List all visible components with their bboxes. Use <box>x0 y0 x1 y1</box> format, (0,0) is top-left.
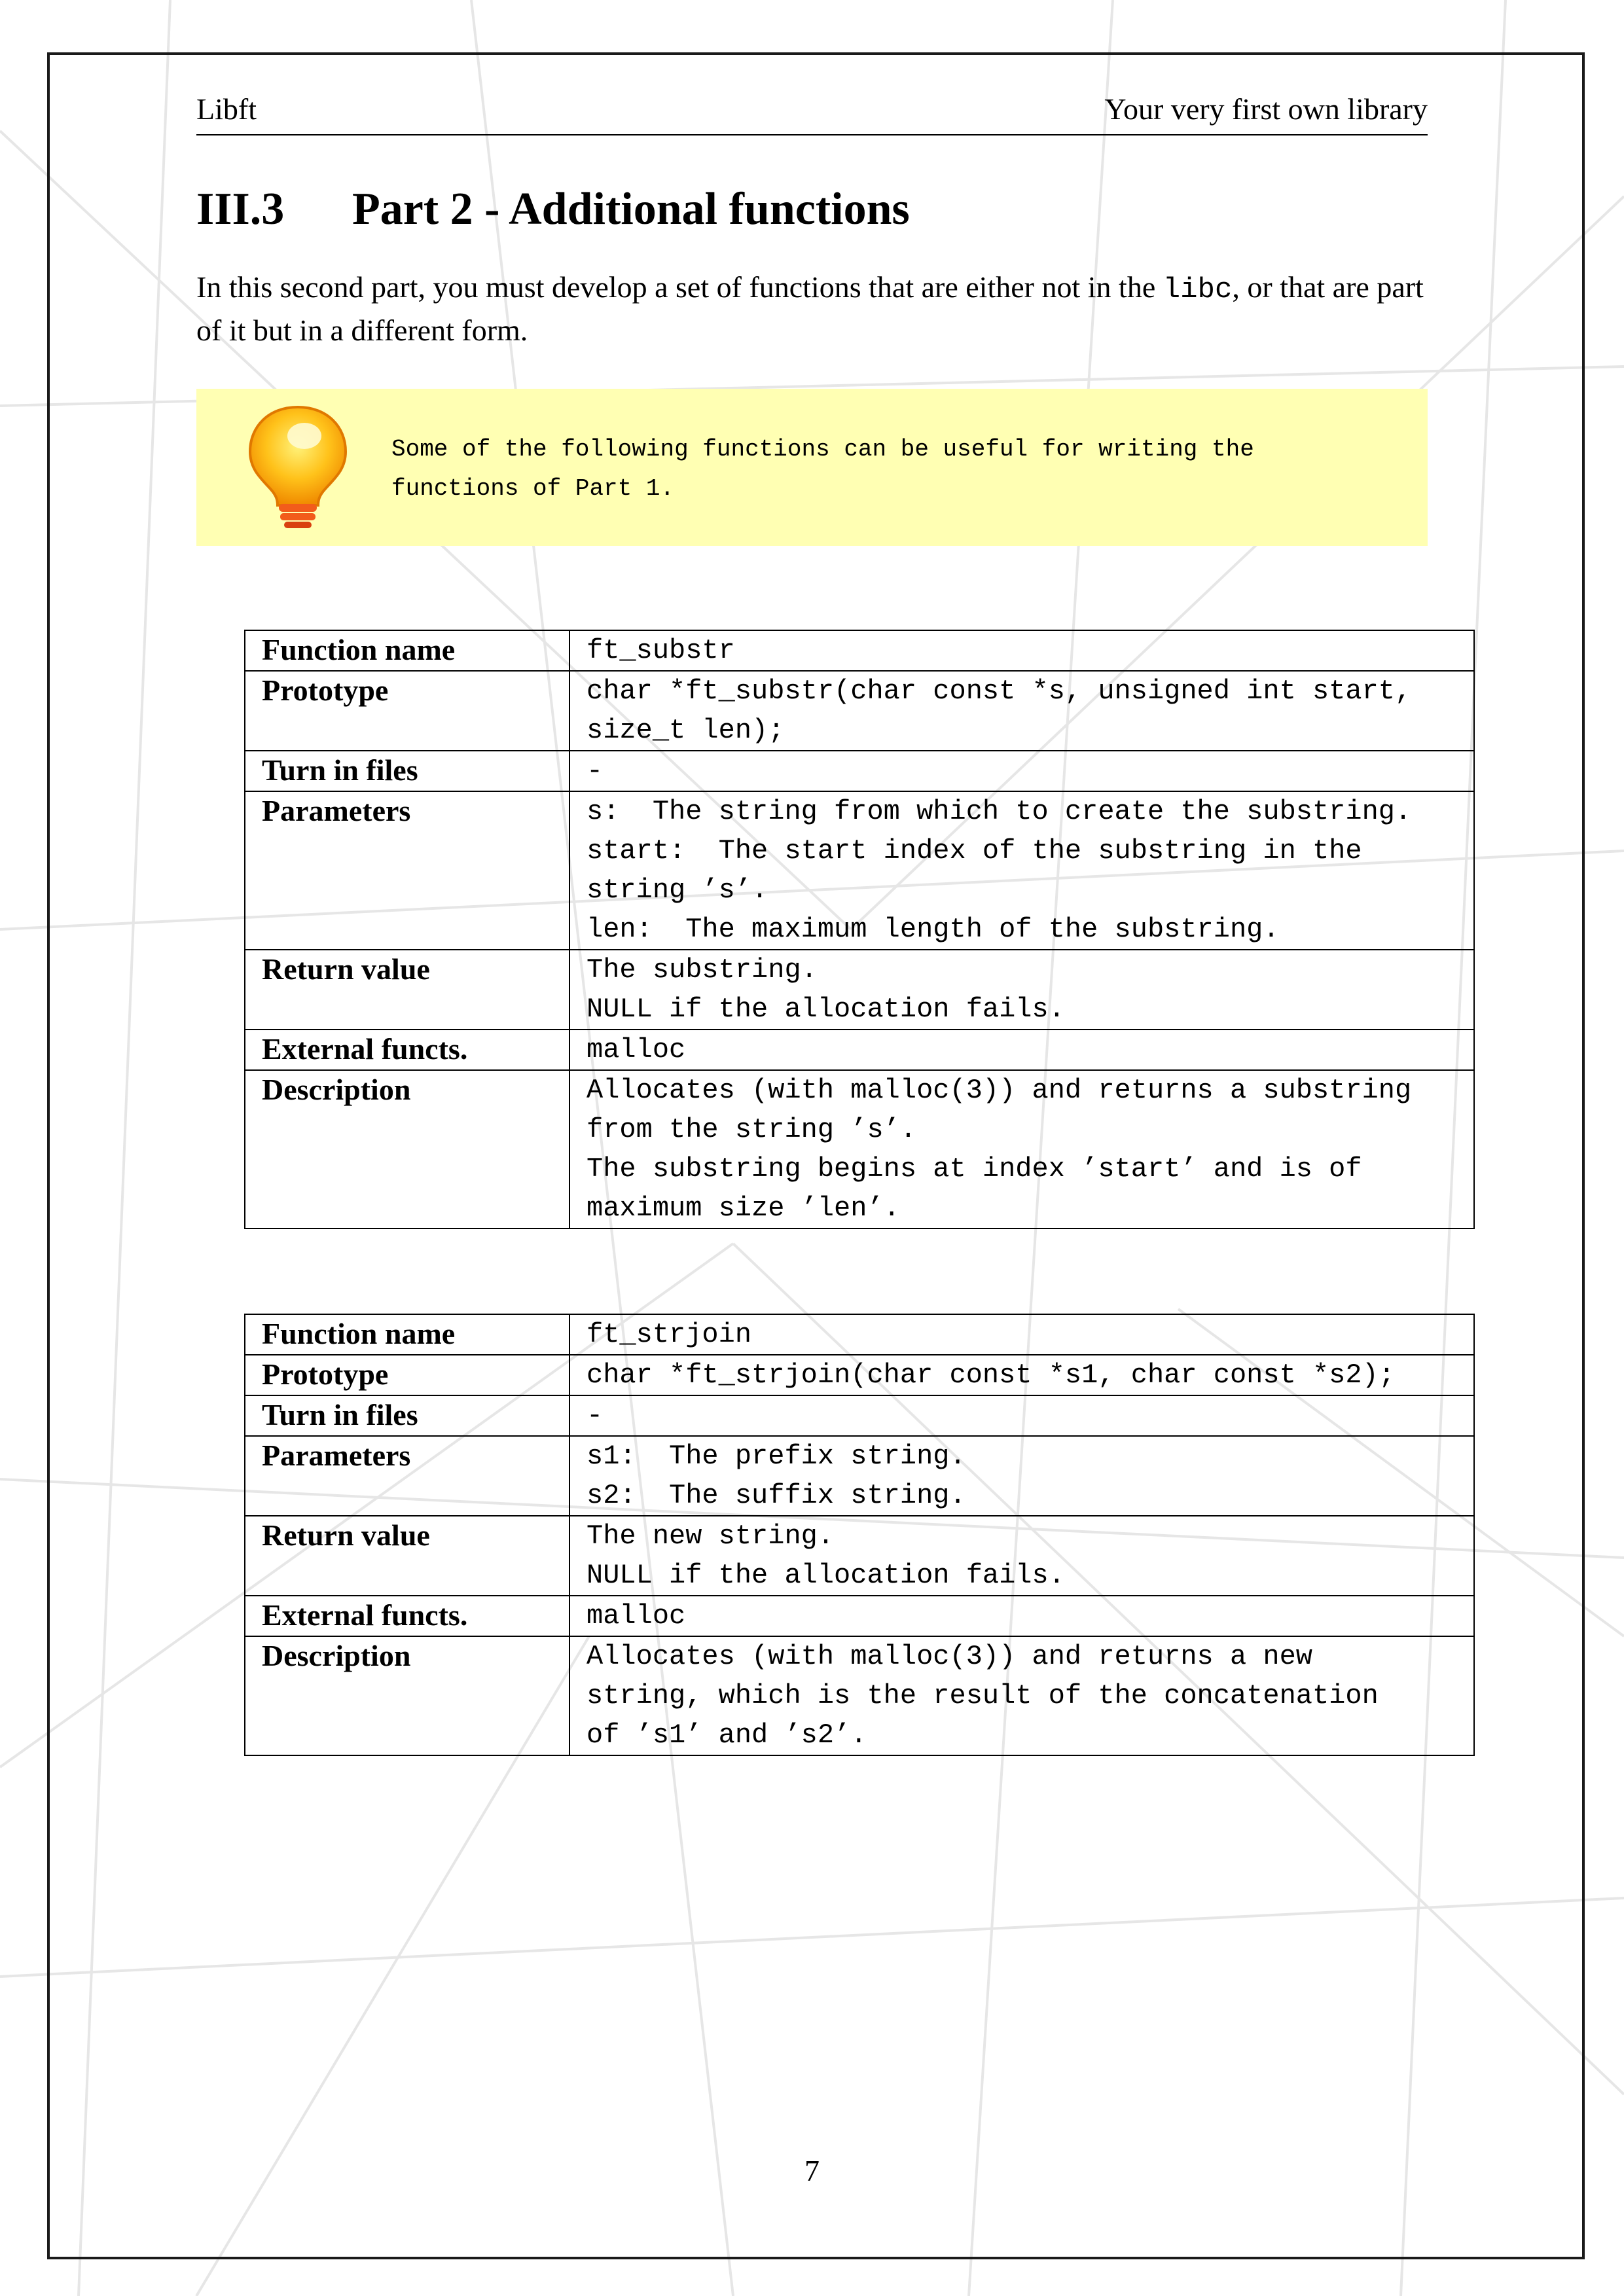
row-value: char *ft_substr(char const *s, unsigned int start, size_t len); <box>569 671 1474 751</box>
row-label: Return value <box>245 950 569 1030</box>
table-row <box>245 950 1474 1030</box>
row-label: Return value <box>245 1516 569 1596</box>
row-value: - <box>569 1395 1474 1436</box>
header-right-title: Your very first own library <box>1104 92 1428 126</box>
table-row <box>245 791 1474 950</box>
lightbulb-icon <box>242 402 353 533</box>
tip-box <box>196 389 1428 546</box>
intro-text-after: , or that are part of it but in a different form. <box>196 270 1424 347</box>
table-row <box>245 751 1474 791</box>
table-row <box>245 1030 1474 1070</box>
intro-code-libc: libc <box>1163 274 1233 306</box>
row-label: Parameters <box>245 791 569 950</box>
table-row <box>245 1395 1474 1436</box>
row-value: ft_strjoin <box>569 1314 1474 1355</box>
row-label: Prototype <box>245 1355 569 1395</box>
table-row <box>245 1636 1474 1755</box>
intro-paragraph <box>196 267 1434 351</box>
row-value: s1: The prefix string. s2: The suffix string. <box>569 1436 1474 1516</box>
row-value: The substring. NULL if the allocation fails. <box>569 950 1474 1030</box>
row-value: Allocates (with malloc(3)) and returns a substring from the string ’s’. The substring begins at index ’start’ and is of maximum size ’len’. <box>569 1070 1474 1229</box>
row-value: s: The string from which to create the substring. start: The start index of the substring in the string ’s’. len: The maximum length of the substring. <box>569 791 1474 950</box>
row-label: Turn in files <box>245 1395 569 1436</box>
section-heading <box>196 183 910 236</box>
row-label: Parameters <box>245 1436 569 1516</box>
function-table-ft-substr <box>244 630 1475 1229</box>
function-table-ft-strjoin <box>244 1314 1475 1756</box>
row-value: The new string. NULL if the allocation fails. <box>569 1516 1474 1596</box>
row-label: Description <box>245 1636 569 1755</box>
table-row <box>245 1436 1474 1516</box>
row-value: malloc <box>569 1596 1474 1636</box>
table-row <box>245 1355 1474 1395</box>
table-row <box>245 1596 1474 1636</box>
section-number: III.3 <box>196 184 285 234</box>
header-divider <box>196 134 1428 135</box>
row-value: malloc <box>569 1030 1474 1070</box>
table-row <box>245 1314 1474 1355</box>
row-value: char *ft_strjoin(char const *s1, char const *s2); <box>569 1355 1474 1395</box>
row-label: Prototype <box>245 671 569 751</box>
row-label: Description <box>245 1070 569 1229</box>
row-label: Function name <box>245 1314 569 1355</box>
row-value: ft_substr <box>569 630 1474 671</box>
row-label: External functs. <box>245 1030 569 1070</box>
row-value: - <box>569 751 1474 791</box>
intro-text-before: In this second part, you must develop a set of functions that are either not in the <box>196 270 1163 304</box>
table-row <box>245 1516 1474 1596</box>
row-label: External functs. <box>245 1596 569 1636</box>
row-value: Allocates (with malloc(3)) and returns a new string, which is the result of the concatenation of ’s1’ and ’s2’. <box>569 1636 1474 1755</box>
row-label: Turn in files <box>245 751 569 791</box>
tip-text: Some of the following functions can be useful for writing the functions of Part 1. <box>391 436 1254 502</box>
page-number: 7 <box>804 2154 820 2187</box>
header-left-title: Libft <box>196 92 257 126</box>
row-label: Function name <box>245 630 569 671</box>
section-title-text: Part 2 - Additional functions <box>352 184 910 234</box>
table-row <box>245 1070 1474 1229</box>
table-row <box>245 630 1474 671</box>
table-row <box>245 671 1474 751</box>
